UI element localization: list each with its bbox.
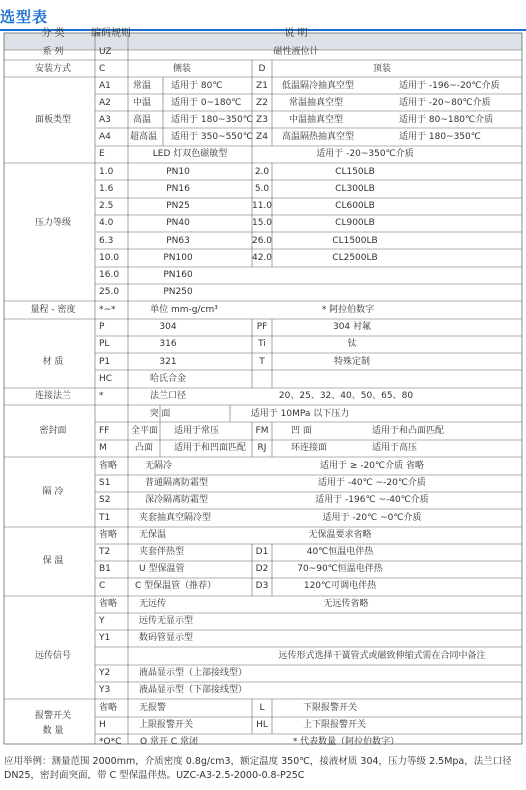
table-cell: 顶装 xyxy=(372,64,392,74)
table-cell: 适用于 350~550℃ xyxy=(171,132,253,142)
table-cell: 适用于 80~180℃介质 xyxy=(399,115,494,125)
table-cell: 远传无显示型 xyxy=(139,616,194,626)
table-cell: 适用于常压 xyxy=(174,426,220,436)
table-cell: FM xyxy=(255,426,269,436)
table-cell: CL600LB xyxy=(335,201,375,211)
table-cell: D1 xyxy=(255,547,269,557)
table-cell: 无远传 xyxy=(139,599,167,609)
table-cell: 1.0 xyxy=(99,167,114,177)
table-cell: 突 面 xyxy=(149,409,171,419)
table-cell: Y3 xyxy=(99,685,111,695)
table-cell: CL150LB xyxy=(335,167,375,177)
table-cell: U 型保温管 xyxy=(139,564,185,574)
table-cell: 侧装 xyxy=(172,64,192,74)
table-cell: 省略 xyxy=(99,703,118,713)
table-cell: 无隔冷 xyxy=(145,461,173,471)
table-cell: 数 量 xyxy=(42,726,64,736)
table-cell: T1 xyxy=(99,513,111,523)
table-cell: 适用于 -196℃ ~-40℃介质 xyxy=(315,495,429,505)
table-cell: 11.0 xyxy=(251,201,273,211)
table-cell: 304 衬氟 xyxy=(332,322,372,332)
table-cell: 42.0 xyxy=(251,253,273,263)
table-cell: 无远传省略 xyxy=(323,599,369,609)
page-title: 选型表 xyxy=(0,8,49,26)
table-cell: C xyxy=(99,581,106,591)
table-cell: * 代表数量（阿拉伯数字） xyxy=(292,737,400,747)
table-cell: 适用于 -40℃ ~-20℃介质 xyxy=(318,478,426,488)
table-cell: 2.5 xyxy=(99,201,114,211)
table-cell: 适用于和凹面匹配 xyxy=(174,443,247,453)
table-cell: D2 xyxy=(255,564,269,574)
table-cell: S1 xyxy=(99,478,111,488)
table-cell: 26.0 xyxy=(251,236,273,246)
table-cell: 高温 xyxy=(133,115,152,125)
table-cell: 哈氏合金 xyxy=(149,374,187,384)
table-cell: 省略 xyxy=(99,530,118,540)
table-cell: 适用于 0~180℃ xyxy=(171,98,242,108)
table-cell: 70~90℃恒温电伴热 xyxy=(297,564,383,574)
table-cell: 1.6 xyxy=(99,184,114,194)
table-cell: 保 温 xyxy=(42,556,64,566)
table-cell: 适用于和凸面匹配 xyxy=(372,426,445,436)
table-cell: 无保温 xyxy=(139,530,167,540)
table-cell: B1 xyxy=(99,564,111,574)
table-cell: CL900LB xyxy=(335,218,375,228)
table-cell: 夹套伴热型 xyxy=(139,547,185,557)
table-cell: *~* xyxy=(99,305,116,315)
table-cell: A2 xyxy=(99,98,111,108)
table-cell: H xyxy=(99,720,106,730)
table-cell: 深冷隔离防霜型 xyxy=(145,495,209,505)
table-cell: 中温 xyxy=(133,98,152,108)
table-cell: 适用于 -196~-20℃介质 xyxy=(399,81,500,91)
table-cell: HC xyxy=(99,374,113,384)
table-cell: 无保温要求省略 xyxy=(308,530,372,540)
table-cell: 凸面 xyxy=(135,443,154,453)
table-cell: 适用于高压 xyxy=(372,443,418,453)
table-cell: PF xyxy=(256,322,268,332)
table-cell: A4 xyxy=(99,132,111,142)
table-cell: D3 xyxy=(255,581,269,591)
table-cell: O 常开 C 常闭 xyxy=(140,737,198,747)
table-cell: Z1 xyxy=(256,81,268,91)
table-cell: T xyxy=(259,357,265,367)
table-cell: LED 灯双色磁敏型 xyxy=(152,149,228,159)
table-cell: 常温 xyxy=(133,81,152,91)
table-cell: 适用于 -20~350℃介质 xyxy=(316,149,414,159)
table-cell: FF xyxy=(99,426,110,436)
table-cell: Z2 xyxy=(256,98,268,108)
table-cell: E xyxy=(99,149,105,159)
table-cell: 省略 xyxy=(99,461,118,471)
table-cell: 系 列 xyxy=(42,47,64,57)
table-cell: RJ xyxy=(257,443,267,453)
table-cell: 6.3 xyxy=(99,236,114,246)
table-cell: 凹 面 xyxy=(291,426,312,436)
header-row-bg xyxy=(4,33,522,50)
table-cell: 量程 - 密度 xyxy=(30,305,76,315)
table-cell: 适用于 ≥ -20℃介质 省略 xyxy=(320,461,424,471)
table-cell: PN40 xyxy=(166,218,190,228)
table-cell: 25.0 xyxy=(99,287,120,297)
table-cell: 常温抽真空型 xyxy=(289,98,344,108)
table-cell: 321 xyxy=(159,357,177,367)
table-cell: 低温隔冷抽真空型 xyxy=(282,81,355,91)
table-cell: 法兰口径 xyxy=(149,391,187,401)
table-cell: 特殊定制 xyxy=(333,357,371,367)
table-cell: 编码规则 xyxy=(91,28,131,39)
table-cell: 10.0 xyxy=(99,253,120,263)
table-cell: PN16 xyxy=(166,184,190,194)
table-cell: 说 明 xyxy=(284,28,308,39)
table-cell: 磁性液位计 xyxy=(273,47,319,57)
table-cell: PN10 xyxy=(166,167,190,177)
table-cell: CL300LB xyxy=(335,184,375,194)
table-cell: 316 xyxy=(159,339,177,349)
table-cell: 适用于 180~350℃ xyxy=(171,115,253,125)
table-cell: 4.0 xyxy=(99,218,114,228)
table-cell: 全平面 xyxy=(131,426,159,436)
table-cell: 超高温 xyxy=(130,132,158,142)
table-cell: 15.0 xyxy=(251,218,273,228)
table-cell: PL xyxy=(99,339,110,349)
table-cell: D xyxy=(258,64,266,74)
table-cell: 适用于 80℃ xyxy=(171,81,223,91)
table-cell: C 型保温管（推荐） xyxy=(135,581,217,591)
table-cell: P xyxy=(99,322,105,332)
table-cell: UZ xyxy=(99,47,112,57)
table-cell: P1 xyxy=(99,357,111,367)
table-cell: 液晶显示型（下部接线型） xyxy=(139,685,248,695)
table-cell: 下限报警开关 xyxy=(303,703,358,713)
table-cell: 20、25、32、40、50、65、80 xyxy=(278,391,414,401)
table-cell: 省略 xyxy=(99,599,118,609)
application-example-note: 应用举例：测量范围 2000mm，介质密度 0.8g/cm3，额定温度 350℃，接液材质 304，压力等级 2.5Mpa，法兰口径 DN25，密封面突面，带 C 型保温伴热。UZC-A3-2.5-2000-0.8-P25C xyxy=(4,756,512,781)
table-cell: 无报警 xyxy=(139,703,167,713)
table-cell: 压力等级 xyxy=(34,218,72,228)
table-cell: Y2 xyxy=(99,668,111,678)
table-cell: 上限报警开关 xyxy=(139,720,194,730)
table-cell: 数码管显示型 xyxy=(139,633,194,643)
table-cell: Z3 xyxy=(256,115,268,125)
table-cell: 环连接面 xyxy=(291,443,328,453)
table-cell: Z4 xyxy=(256,132,268,142)
table-cell: C xyxy=(99,64,106,74)
table-cell: 面板类型 xyxy=(34,115,72,125)
table-cell: 普通隔离防霜型 xyxy=(145,478,209,488)
table-cell: PN25 xyxy=(166,201,190,211)
table-cell: 远传信号 xyxy=(34,651,72,661)
table-cell: Y1 xyxy=(99,633,111,643)
table-cell: Ti xyxy=(258,339,266,349)
table-cell: 隔 冷 xyxy=(42,487,64,497)
table-cell: M xyxy=(99,443,107,453)
table-cell: 适用于 -20℃ ~0℃介质 xyxy=(322,513,422,523)
table-cell: 密封面 xyxy=(39,426,67,436)
table-cell: 304 xyxy=(159,322,177,332)
table-cell: CL1500LB xyxy=(332,236,378,246)
table-cell: 连接法兰 xyxy=(34,391,72,401)
table-cell: 远传形式选择干簧管式或磁致伸缩式需在合同中备注 xyxy=(278,651,486,661)
table-cell: HL xyxy=(256,720,268,730)
table-cell: 适用于 10MPa 以下压力 xyxy=(250,409,350,419)
table-cell: S2 xyxy=(99,495,111,505)
table-cell: 上下限报警开关 xyxy=(303,720,367,730)
table-cell: 报警开关 xyxy=(34,711,72,721)
table-cell: 材 质 xyxy=(42,357,64,367)
table-cell: PN160 xyxy=(163,270,193,280)
table-cell: Y xyxy=(99,616,105,626)
table-cell: 夹套抽真空隔冷型 xyxy=(139,513,212,523)
table-cell: 高温隔热抽真空型 xyxy=(282,132,355,142)
table-cell: PN100 xyxy=(163,253,193,263)
table-cell: PN250 xyxy=(163,287,193,297)
table-cell: PN63 xyxy=(166,236,190,246)
table-cell: 适用于 180~350℃ xyxy=(399,132,481,142)
table-cell: 分 类 xyxy=(41,28,65,39)
table-cell: A1 xyxy=(99,81,111,91)
table-cell: 钛 xyxy=(347,339,357,349)
table-cell: 120℃可调电伴热 xyxy=(303,581,377,591)
table-cell: 2.0 xyxy=(254,167,270,177)
table-cell: T2 xyxy=(99,547,111,557)
table-cell: CL2500LB xyxy=(332,253,378,263)
table-cell: 液晶显示型（上部接线型） xyxy=(139,668,248,678)
table-cell: L xyxy=(259,703,265,713)
table-cell: 安装方式 xyxy=(34,64,72,74)
table-cell: *O*C xyxy=(99,737,122,747)
table-cell: 5.0 xyxy=(254,184,270,194)
table-cell: 单位 mm-g/cm³ xyxy=(150,305,218,315)
table-cell: * xyxy=(99,391,104,401)
table-cell: 16.0 xyxy=(99,270,120,280)
table-cell: 适用于 -20~80℃介质 xyxy=(399,98,491,108)
table-cell: 40℃恒温电伴热 xyxy=(306,547,374,557)
table-cell: * 阿拉伯数字 xyxy=(321,305,375,315)
table-cell: A3 xyxy=(99,115,111,125)
table-cell: 中温抽真空型 xyxy=(289,115,344,125)
